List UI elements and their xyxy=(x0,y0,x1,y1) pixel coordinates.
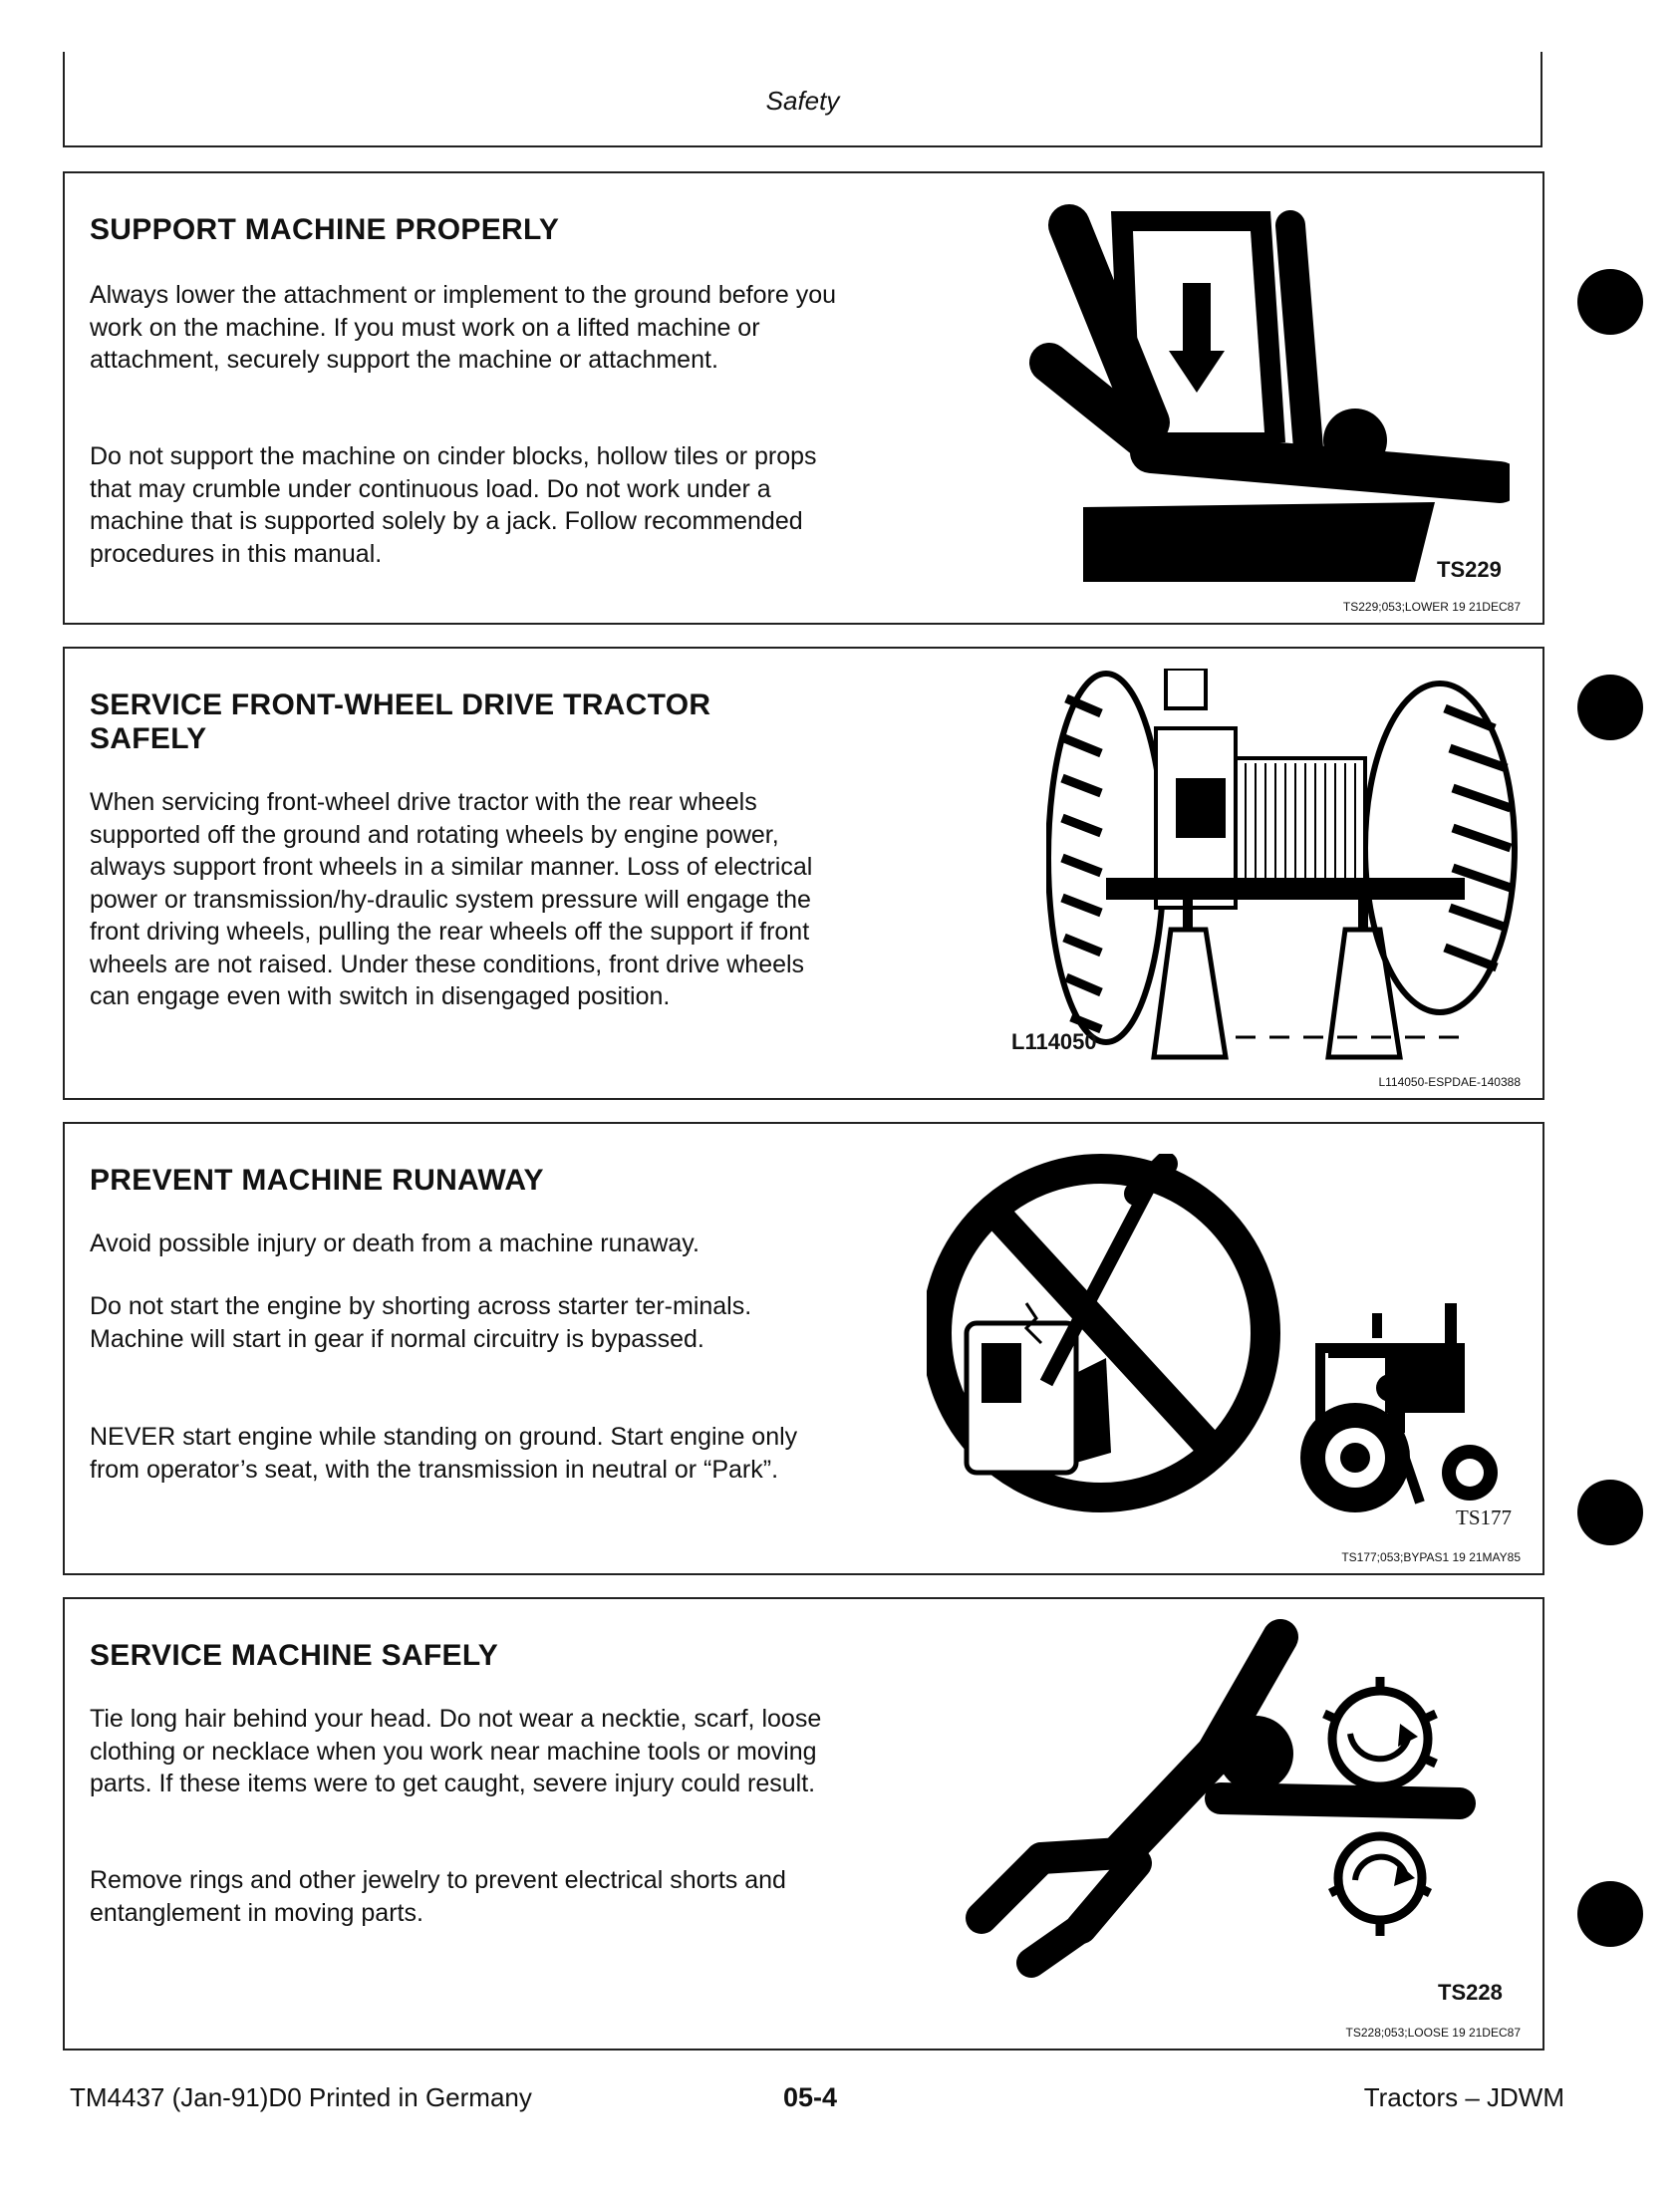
page-number: 05-4 xyxy=(783,2082,838,2112)
section-paragraph: When servicing front-wheel drive tractor with the rear wheels supported off the ground and rotating wheels by engine power, always support front wheels in a similar manner. Loss of electrical power or transmission/hy-draulic system pressure will engage the front driving wheels, pulling the rear wheels off the support if front wheels are not raised. Under these conditions, front drive wheels can engage even with switch in disengaged position. xyxy=(90,788,813,1010)
figure-id: TS177 xyxy=(1456,1505,1513,1529)
margin-bullet xyxy=(1577,675,1643,740)
no-bypass-start-icon xyxy=(927,1154,1505,1542)
entanglement-hazard-icon xyxy=(962,1619,1500,1998)
section-paragraph: NEVER start engine while standing on ground. Start engine only from operator’s seat, with the transmission in neutral or “Park”. xyxy=(90,1423,798,1484)
section-title: SERVICE FRONT-WHEEL DRIVE TRACTOR SAFELY xyxy=(90,688,711,755)
page-header xyxy=(63,52,1542,147)
section-paragraph: Remove rings and other jewelry to prevent electrical shorts and entanglement in moving parts. xyxy=(90,1866,786,1927)
section-paragraph: Do not start the engine by shorting across starter ter-minals. Machine will start in gear if normal circuitry is bypassed. xyxy=(90,1292,752,1353)
section-paragraph: Always lower the attachment or implement to the ground before you work on the machine. If you must work on a lifted machine or attachment, securely support the machine or attachment. xyxy=(90,281,837,374)
footer-right: Tractors – JDWM xyxy=(1363,2082,1564,2112)
figure-reference: L114050-ESPDAE-140388 xyxy=(1378,1075,1521,1089)
section-title: SERVICE MACHINE SAFELY xyxy=(90,1639,499,1672)
figure-reference: TS229;053;LOWER 19 21DEC87 xyxy=(1342,600,1521,614)
figure-id: TS228 xyxy=(1438,1980,1503,2005)
section-service-safely xyxy=(63,1597,1544,2051)
section-support-machine xyxy=(63,171,1544,625)
section-prevent-runaway xyxy=(63,1122,1544,1575)
section-paragraph: Do not support the machine on cinder blocks, hollow tiles or props that may crumble under continuous load. Do not work under a machine that is supported solely by a jack. Follow recommended procedures in this manual. xyxy=(90,442,817,568)
section-paragraph: Avoid possible injury or death from a machine runaway. xyxy=(90,1230,700,1257)
footer-left: TM4437 (Jan-91)D0 Printed in Germany xyxy=(70,2082,532,2112)
margin-bullet xyxy=(1577,269,1643,335)
margin-bullet xyxy=(1577,1480,1643,1545)
crush-hazard-icon xyxy=(962,183,1510,582)
section-title: PREVENT MACHINE RUNAWAY xyxy=(90,1164,544,1197)
figure-reference: TS228;053;LOOSE 19 21DEC87 xyxy=(1345,2026,1521,2040)
tractor-on-jack-stands-icon xyxy=(1046,669,1525,1067)
figure-id: L114050 xyxy=(1011,1029,1097,1054)
margin-bullet xyxy=(1577,1881,1643,1947)
section-title: SUPPORT MACHINE PROPERLY xyxy=(90,213,560,246)
figure-reference: TS177;053;BYPAS1 19 21MAY85 xyxy=(1341,1550,1521,1564)
section-paragraph: Tie long hair behind your head. Do not wear a necktie, scarf, loose clothing or necklace when you work near machine tools or moving parts. If these items were to get caught, severe injury could result. xyxy=(90,1705,822,1797)
page-title: Safety xyxy=(765,86,840,116)
figure-id: TS229 xyxy=(1437,557,1502,582)
section-front-wheel-drive xyxy=(63,647,1544,1100)
